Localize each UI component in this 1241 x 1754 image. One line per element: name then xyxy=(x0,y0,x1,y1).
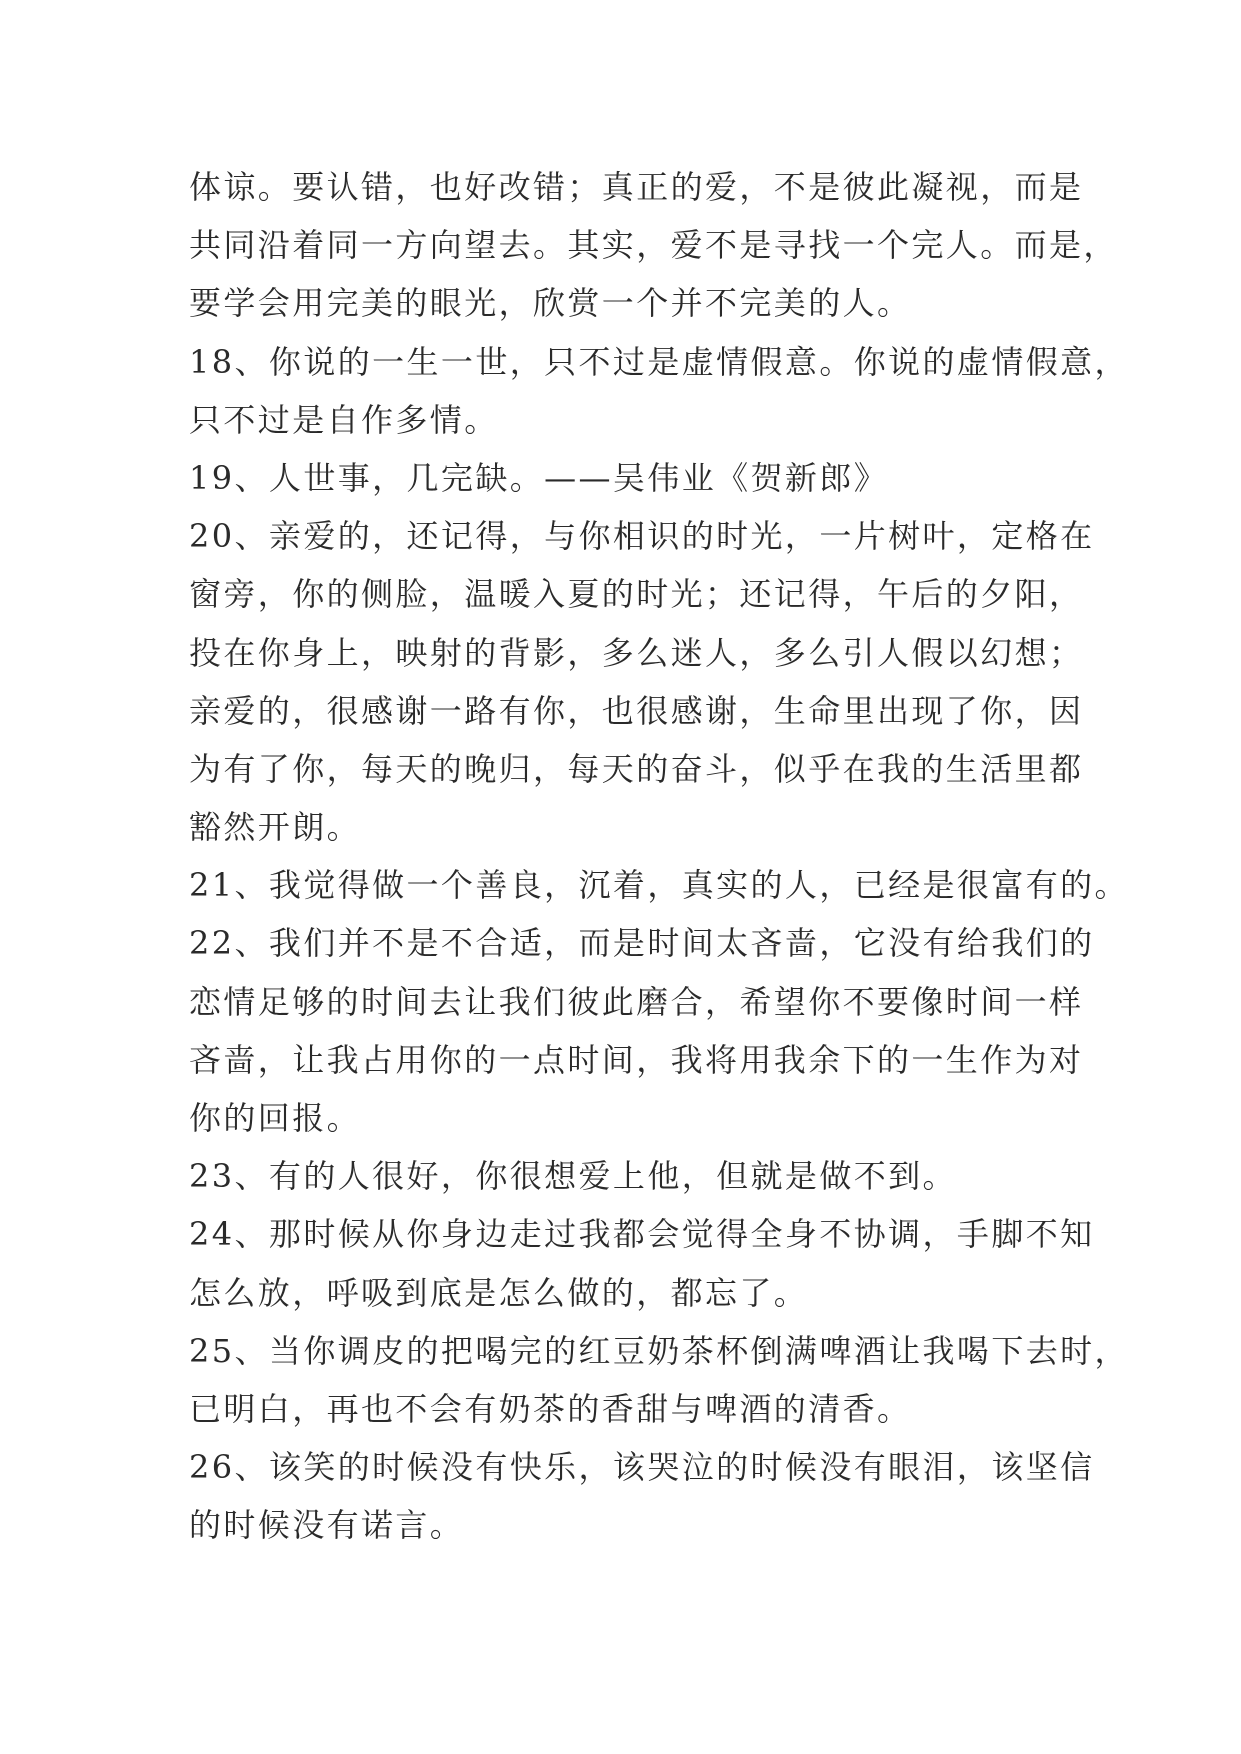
text-line: 投在你身上，映射的背影，多么迷人，多么引人假以幻想； xyxy=(189,633,1084,672)
text-line: 窗旁，你的侧脸，温暖入夏的时光；还记得，午后的夕阳， xyxy=(189,575,1084,614)
text-line: 21、我觉得做一个善良，沉着，真实的人，已经是很富有的。 xyxy=(189,866,1129,905)
text-line: 22、我们并不是不合适，而是时间太吝啬，它没有给我们的 xyxy=(189,924,1095,963)
text-line: 豁然开朗。 xyxy=(189,808,362,847)
text-line: 共同沿着同一方向望去。其实，爱不是寻找一个完人。而是， xyxy=(189,226,1118,265)
text-line: 已明白，再也不会有奶茶的香甜与啤酒的清香。 xyxy=(189,1389,912,1428)
text-line: 24、那时候从你身边走过我都会觉得全身不协调，手脚不知 xyxy=(189,1215,1095,1254)
text-line: 你的回报。 xyxy=(189,1099,362,1137)
text-line: 25、当你调皮的把喝完的红豆奶茶杯倒满啤酒让我喝下去时， xyxy=(189,1331,1129,1370)
text-line: 恋情足够的时间去让我们彼此磨合，希望你不要像时间一样 xyxy=(189,982,1084,1021)
text-line: 要学会用完美的眼光，欣赏一个并不完美的人。 xyxy=(189,284,912,323)
text-line: 亲爱的，很感谢一路有你，也很感谢，生命里出现了你，因 xyxy=(189,691,1084,730)
text-line: 为有了你，每天的晚归，每天的奋斗，似乎在我的生活里都 xyxy=(189,749,1084,788)
text-line: 23、有的人很好，你很想爱上他，但就是做不到。 xyxy=(189,1157,957,1196)
text-line: 吝啬，让我占用你的一点时间，我将用我余下的一生作为对 xyxy=(189,1040,1084,1079)
text-line: 26、该笑的时候没有快乐，该哭泣的时候没有眼泪，该坚信 xyxy=(189,1448,1095,1487)
text-line: 20、亲爱的，还记得，与你相识的时光，一片树叶，定格在 xyxy=(189,517,1095,556)
text-line: 的时候没有诺言。 xyxy=(189,1506,465,1545)
document-body xyxy=(189,158,1129,1555)
text-line: 只不过是自作多情。 xyxy=(189,400,499,439)
text-line: 体谅。要认错，也好改错；真正的爱，不是彼此凝视，而是 xyxy=(189,168,1084,206)
text-line: 19、人世事，几完缺。——吴伟业《贺新郎》 xyxy=(189,458,889,497)
text-line: 18、你说的一生一世，只不过是虚情假意。你说的虚情假意， xyxy=(189,342,1129,381)
text-line: 怎么放，呼吸到底是怎么做的，都忘了。 xyxy=(189,1273,809,1312)
